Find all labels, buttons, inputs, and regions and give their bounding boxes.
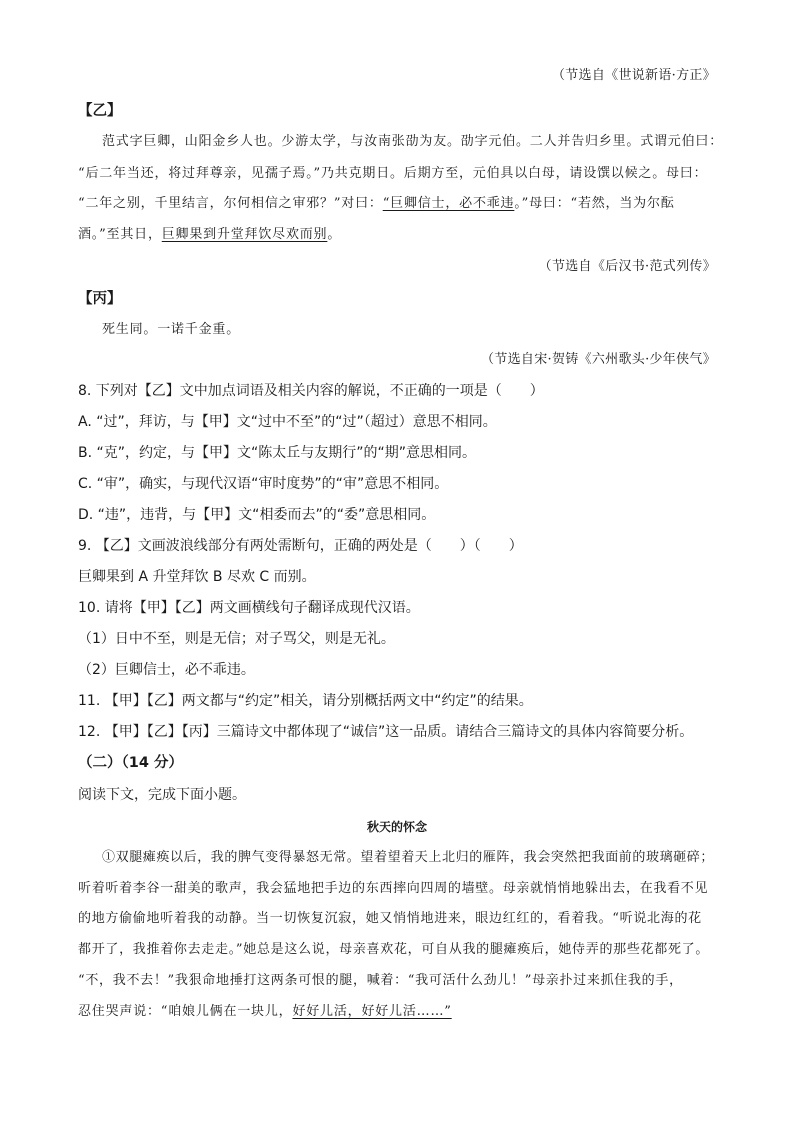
article-line-6 — [78, 1002, 452, 1022]
question-11: 11. 【甲】【乙】两文都与“约定”相关，请分别概括两文中“约定”的结果。 — [78, 693, 533, 709]
article-underlined-sentence: 好好儿活，好好儿活……” — [292, 1004, 452, 1019]
bing-label: 【丙】 — [78, 291, 122, 307]
yi-wavy-line-sentence: 巨卿果到升堂拜饮尽欢而别 — [161, 227, 328, 242]
yi-line-4-text-b: 。 — [327, 227, 342, 242]
bing-text: 死生同。一诺千金重。 — [102, 322, 241, 337]
article-line-3: 的地方偷偷地听着我的动静。当一切恢复沉寂，她又悄悄地进来，眼边红红的，看着我。“听说北海的花 — [78, 911, 702, 926]
question-8-option-b: B. “克”，约定，与【甲】文“陈太丘与友期行”的“期”意思相同。 — [78, 445, 477, 461]
article-line-5: “不，我不去！”我狠命地捶打这两条可恨的腿，喊着：“我可活什么劲儿！”母亲扑过来抓住我的手， — [78, 973, 683, 988]
yi-line-2: “后二年当还，将过拜尊亲，见孺子焉。”乃共克期日。后期方至，元伯具以白母，请设馔以候之。母曰： — [78, 166, 708, 181]
yi-label: 【乙】 — [78, 103, 122, 119]
article-line-6-text: 忍住哭声说：“咱娘儿俩在一块儿， — [78, 1004, 293, 1019]
section-2-heading: （二）（14 分） — [78, 755, 183, 771]
yi-line-4-text-a: 酒。”至其日， — [78, 227, 162, 242]
question-10-item-2: （2）巨卿信士，必不乖违。 — [78, 662, 255, 678]
question-12: 12. 【甲】【乙】【丙】三篇诗文中都体现了“诚信”这一品质。请结合三篇诗文的具体内容简要分析。 — [78, 724, 694, 740]
jia-source: （节选自《世说新语·方正》 — [551, 68, 716, 83]
section-2-instruction: 阅读下文，完成下面小题。 — [78, 787, 246, 803]
article-line-4: 都开了，我推着你去走走。”她总是这么说，母亲喜欢花，可自从我的腿瘫痪后，她侍弄的那些花都死了。 — [78, 942, 710, 957]
question-8: 8. 下列对【乙】文中加点词语及相关内容的解说，不正确的一项是（ ） — [78, 383, 544, 399]
yi-line-1: 范式字巨卿，山阳金乡人也。少游太学，与汝南张劭为友。劭字元伯。二人并告归乡里。式谓元伯曰： — [102, 134, 724, 149]
yi-line-3 — [78, 194, 675, 214]
question-8-option-a: A. “过”，拜访，与【甲】文“过中不至”的“过”（超过）意思不相同。 — [78, 414, 497, 430]
article-title: 秋天的怀念 — [366, 820, 427, 834]
yi-line-4 — [78, 225, 341, 245]
question-9-sentence: 巨卿果到 A 升堂拜饮 B 尽欢 C 而别。 — [78, 569, 316, 585]
yi-source: （节选自《后汉书·范式列传》 — [538, 259, 716, 274]
question-9: 9. 【乙】文画波浪线部分有两处需断句，正确的两处是（ ）（ ） — [78, 538, 523, 554]
yi-underlined-sentence: “巨卿信士，必不乖违 — [382, 196, 515, 211]
yi-line-3-text-b: 。”母曰：“若然，当为尔酝 — [514, 196, 675, 211]
article-line-1: ①双腿瘫痪以后，我的脾气变得暴怒无常。望着望着天上北归的雁阵，我会突然把我面前的玻璃砸碎； — [102, 850, 715, 865]
yi-line-3-text-a: “二年之别，千里结言，尔何相信之审邪？”对曰： — [78, 196, 383, 211]
question-10: 10. 请将【甲】【乙】两文画横线句子翻译成现代汉语。 — [78, 600, 420, 616]
question-10-item-1: （1）日中不至，则是无信；对子骂父，则是无礼。 — [78, 631, 395, 647]
question-8-option-c: C. “审”，确实，与现代汉语“审时度势”的“审”意思不相同。 — [78, 476, 449, 492]
bing-source: （节选自宋·贺铸《六州歌头·少年侠气》 — [481, 352, 716, 367]
article-line-2: 听着听着李谷一甜美的歌声，我会猛地把手边的东西摔向四周的墙壁。母亲就悄悄地躲出去，在我看不见 — [78, 881, 709, 896]
question-8-option-d: D. “违”，违背，与【甲】文“相委而去”的“委”意思相同。 — [78, 507, 436, 523]
